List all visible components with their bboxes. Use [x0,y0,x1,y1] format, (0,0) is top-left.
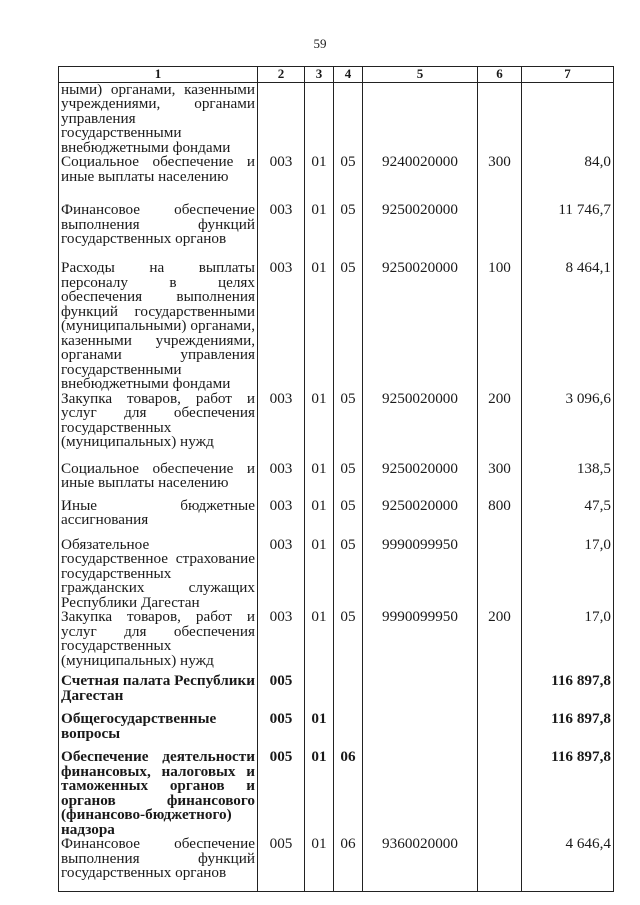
table-header-row [59,67,614,83]
table-row [59,462,614,499]
ministry-code: 005 [258,712,305,750]
amount: 116 897,8 [522,674,614,712]
target-code [363,750,478,837]
column-header: 5 [363,67,478,83]
ministry-code: 003 [258,392,305,462]
amount: 4 646,4 [522,837,614,891]
row-name: Социальное обеспечение и иные выплаты населению [59,462,258,499]
section-code: 01 [305,610,334,674]
subsection-code: 05 [334,462,363,499]
row-name: Финансовое обеспечение выполнения функций государственных органов [59,203,258,261]
expense-type-code [478,82,522,155]
target-code [363,674,478,712]
subsection-code: 05 [334,538,363,611]
expense-type-code [478,712,522,750]
amount [522,82,614,155]
row-name: Расходы на выплаты персоналу в целях обеспечения выполнения функций государственными (муниципальными) органами, казенными учреждениями, органами управления государственными внебюджетными фондами [59,261,258,392]
row-name: Иные бюджетные ассигнования [59,499,258,538]
table-row [59,82,614,155]
subsection-code: 05 [334,203,363,261]
target-code: 9250020000 [363,392,478,462]
table-row [59,712,614,750]
section-code: 01 [305,155,334,203]
table-row [59,674,614,712]
target-code [363,82,478,155]
subsection-code: 05 [334,392,363,462]
ministry-code: 003 [258,155,305,203]
section-code: 01 [305,203,334,261]
target-code: 9990099950 [363,538,478,611]
expense-type-code [478,674,522,712]
target-code: 9250020000 [363,261,478,392]
budget-table [58,66,614,892]
row-name: ными) органами, казенными учреждениями, органами управления государственными внебюджетными фондами [59,82,258,155]
ministry-code: 005 [258,750,305,837]
table-row [59,499,614,538]
column-header: 1 [59,67,258,83]
subsection-code: 05 [334,155,363,203]
amount: 116 897,8 [522,712,614,750]
expense-type-code: 300 [478,155,522,203]
column-header: 4 [334,67,363,83]
subsection-code: 05 [334,610,363,674]
page-number: 59 [313,36,327,51]
ministry-code: 005 [258,837,305,891]
section-code: 01 [305,837,334,891]
row-name: Закупка товаров, работ и услуг для обеспечения государственных (муниципальных) нужд [59,610,258,674]
column-header: 6 [478,67,522,83]
expense-type-code [478,837,522,891]
subsection-code: 06 [334,837,363,891]
table-row [59,750,614,837]
table-row [59,261,614,392]
expense-type-code: 800 [478,499,522,538]
table-row [59,203,614,261]
expense-type-code [478,203,522,261]
amount: 11 746,7 [522,203,614,261]
section-code: 01 [305,750,334,837]
ministry-code: 005 [258,674,305,712]
table-row [59,837,614,891]
subsection-code [334,674,363,712]
column-header: 2 [258,67,305,83]
ministry-code: 003 [258,499,305,538]
row-name: Закупка товаров, работ и услуг для обеспечения государственных (муниципальных) нужд [59,392,258,462]
target-code: 9250020000 [363,499,478,538]
expense-type-code [478,538,522,611]
amount: 8 464,1 [522,261,614,392]
amount: 3 096,6 [522,392,614,462]
column-header: 3 [305,67,334,83]
row-name: Обязательное государственное страхование государственных гражданских служащих Республики Дагестан [59,538,258,611]
table-row [59,392,614,462]
row-name: Обеспечение деятельности финансовых, налоговых и таможенных органов и органов финансового (финансово-бюджетного) надзора [59,750,258,837]
ministry-code [258,82,305,155]
table-row [59,155,614,203]
row-name: Счетная палата Республики Дагестан [59,674,258,712]
section-code [305,674,334,712]
ministry-code: 003 [258,538,305,611]
ministry-code: 003 [258,261,305,392]
ministry-code: 003 [258,462,305,499]
table-row [59,538,614,611]
amount: 84,0 [522,155,614,203]
target-code: 9250020000 [363,203,478,261]
target-code: 9990099950 [363,610,478,674]
amount: 17,0 [522,610,614,674]
amount: 47,5 [522,499,614,538]
subsection-code: 05 [334,499,363,538]
table-row [59,610,614,674]
subsection-code: 05 [334,261,363,392]
expense-type-code: 300 [478,462,522,499]
amount: 17,0 [522,538,614,611]
section-code: 01 [305,712,334,750]
ministry-code: 003 [258,203,305,261]
target-code [363,712,478,750]
target-code: 9250020000 [363,462,478,499]
subsection-code [334,712,363,750]
row-name: Социальное обеспечение и иные выплаты населению [59,155,258,203]
row-name: Финансовое обеспечение выполнения функций государственных органов [59,837,258,891]
target-code: 9360020000 [363,837,478,891]
section-code: 01 [305,499,334,538]
section-code [305,82,334,155]
target-code: 9240020000 [363,155,478,203]
section-code: 01 [305,538,334,611]
subsection-code: 06 [334,750,363,837]
section-code: 01 [305,392,334,462]
section-code: 01 [305,261,334,392]
expense-type-code: 200 [478,392,522,462]
amount: 138,5 [522,462,614,499]
expense-type-code [478,750,522,837]
section-code: 01 [305,462,334,499]
expense-type-code: 100 [478,261,522,392]
ministry-code: 003 [258,610,305,674]
amount: 116 897,8 [522,750,614,837]
expense-type-code: 200 [478,610,522,674]
subsection-code [334,82,363,155]
row-name: Общегосударственные вопросы [59,712,258,750]
column-header: 7 [522,67,614,83]
